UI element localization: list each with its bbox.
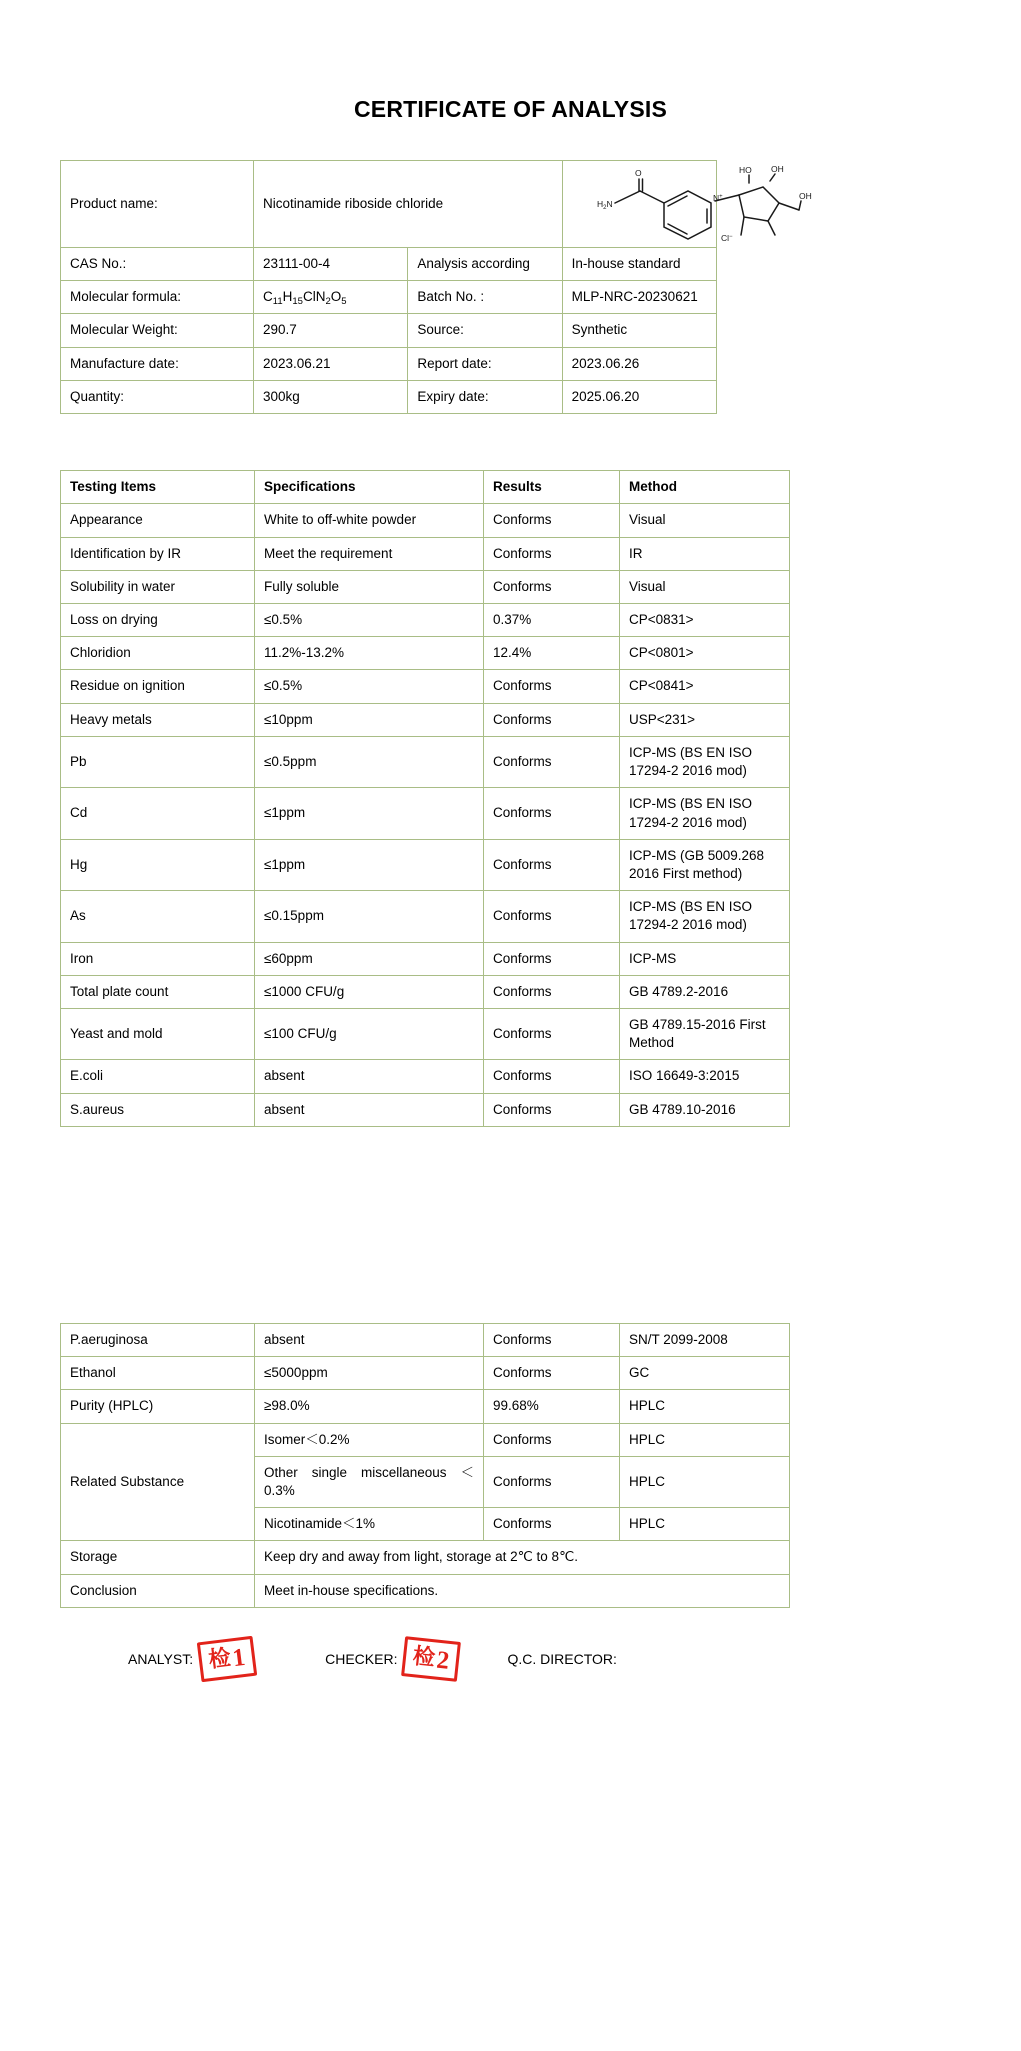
analysis-according-value: In-house standard [562,248,716,281]
table-row [61,788,790,839]
molecular-weight-value: 290.7 [254,314,408,347]
product-name-value: Nicotinamide riboside chloride [254,161,563,248]
table-row [61,839,790,890]
table-row [61,161,717,248]
test-result: 0.37% [484,603,620,636]
test-item: Loss on drying [61,603,255,636]
table-row [61,1323,790,1356]
test-spec: absent [255,1060,484,1093]
table-row [61,281,717,314]
test-item: Total plate count [61,975,255,1008]
label-chloride: Cl− [720,233,733,243]
test-result: Conforms [484,504,620,537]
conclusion-value: Meet in-house specifications. [255,1574,790,1607]
test-method: USP<231> [620,703,790,736]
checker-label: CHECKER: [325,1650,398,1667]
storage-value: Keep dry and away from light, storage at 2℃ to 8℃. [255,1541,790,1574]
table-header-row [61,471,790,504]
qc-director-label: Q.C. DIRECTOR: [507,1650,617,1667]
test-spec: ≤5000ppm [255,1357,484,1390]
test-spec: Fully soluble [255,570,484,603]
test-item: S.aureus [61,1093,255,1126]
test-result: Conforms [484,975,620,1008]
test-spec: Other single miscellaneous ＜ 0.3% [255,1456,484,1507]
test-item: Ethanol [61,1357,255,1390]
table-row [61,347,717,380]
header-results: Results [484,471,620,504]
quantity-label: Quantity: [61,380,254,413]
test-result: Conforms [484,1357,620,1390]
test-item: Heavy metals [61,703,255,736]
stamp-cn-char: 检 [412,1644,437,1672]
test-item: P.aeruginosa [61,1323,255,1356]
test-spec: ≤0.5% [255,603,484,636]
testing-items-table-continued [60,1323,790,1608]
test-spec: absent [255,1323,484,1356]
table-row [61,1009,790,1060]
test-method: HPLC [620,1456,790,1507]
test-spec: ≤60ppm [255,942,484,975]
table-row [61,1541,790,1574]
label-n-plus: N+ [712,193,723,203]
manufacture-date-label: Manufacture date: [61,347,254,380]
table-row [61,570,790,603]
nicotinamide-riboside-chloride-structure [563,161,835,247]
label-ho-top: HO [738,165,752,175]
header-testing-items: Testing Items [61,471,255,504]
test-result: Conforms [484,1323,620,1356]
test-spec: Isomer＜0.2% [255,1423,484,1456]
test-spec: ≤0.15ppm [255,891,484,942]
test-result: Conforms [484,1093,620,1126]
molecular-formula-label: Molecular formula: [61,281,254,314]
test-method: Visual [620,570,790,603]
label-oh-arm: OH [798,191,812,201]
stamp-number: 1 [231,1643,247,1672]
test-item: Purity (HPLC) [61,1390,255,1423]
page-title: CERTIFICATE OF ANALYSIS [354,96,667,122]
test-method: ICP-MS (BS EN ISO 17294-2 2016 mod) [620,891,790,942]
test-method: ICP-MS [620,942,790,975]
source-label: Source: [408,314,562,347]
test-result: Conforms [484,736,620,787]
analysis-according-label: Analysis according [408,248,562,281]
test-item: Iron [61,942,255,975]
test-result: Conforms [484,1423,620,1456]
stamp-inner [197,1636,257,1683]
test-spec: Meet the requirement [255,537,484,570]
table-row [61,637,790,670]
quantity-value: 300kg [254,380,408,413]
stamp-inner [402,1636,462,1682]
test-spec: ≤1ppm [255,839,484,890]
chemical-structure-cell [562,161,812,248]
expiry-date-label: Expiry date: [408,380,562,413]
signature-row [60,1628,961,1690]
test-spec: White to off-white powder [255,504,484,537]
test-spec: ≤100 CFU/g [255,1009,484,1060]
test-result: Conforms [484,1060,620,1093]
test-method: Visual [620,504,790,537]
table-row [61,1423,790,1456]
test-result: Conforms [484,942,620,975]
test-method: CP<0801> [620,637,790,670]
table-row [61,1060,790,1093]
test-method: GB 4789.15-2016 First Method [620,1009,790,1060]
test-item: Yeast and mold [61,1009,255,1060]
test-method: ICP-MS (BS EN ISO 17294-2 2016 mod) [620,736,790,787]
molecular-weight-label: Molecular Weight: [61,314,254,347]
test-spec: ≥98.0% [255,1390,484,1423]
test-result: Conforms [484,1009,620,1060]
manufacture-date-value: 2023.06.21 [254,347,408,380]
test-method: CP<0841> [620,670,790,703]
table-row [61,314,717,347]
table-row [61,1093,790,1126]
analyst-stamp-icon [197,1636,257,1683]
cas-no-value: 23111-00-4 [254,248,408,281]
director-group [507,1651,616,1667]
molecular-formula-value: $C_{11}H_{15}ClN_2O_5$ [254,281,408,314]
table-row [61,703,790,736]
test-method: ICP-MS (BS EN ISO 17294-2 2016 mod) [620,788,790,839]
test-method: ICP-MS (GB 5009.268 2016 First method) [620,839,790,890]
test-spec: Nicotinamide＜1% [255,1508,484,1541]
storage-label: Storage [61,1541,255,1574]
table-row [61,380,717,413]
test-result: 99.68% [484,1390,620,1423]
test-item: Chloridion [61,637,255,670]
test-result: Conforms [484,537,620,570]
stamp-number: 2 [435,1646,452,1675]
test-item: Appearance [61,504,255,537]
table-row [61,1390,790,1423]
related-substance-label: Related Substance [61,1423,255,1541]
test-method: GB 4789.2-2016 [620,975,790,1008]
test-result: Conforms [484,839,620,890]
analyst-label: ANALYST: [128,1650,194,1667]
test-result: Conforms [484,788,620,839]
test-result: Conforms [484,1456,620,1507]
label-carbonyl-o: O [634,168,642,178]
table-row [61,1574,790,1607]
checker-group [325,1639,459,1679]
table-row [61,736,790,787]
test-spec: ≤1000 CFU/g [255,975,484,1008]
table-row [61,975,790,1008]
test-result: 12.4% [484,637,620,670]
test-item: As [61,891,255,942]
source-value: Synthetic [562,314,716,347]
test-method: GB 4789.10-2016 [620,1093,790,1126]
testing-items-table [60,470,790,1127]
test-method: HPLC [620,1423,790,1456]
expiry-date-value: 2025.06.20 [562,380,716,413]
test-result: Conforms [484,670,620,703]
test-item: E.coli [61,1060,255,1093]
label-h2n: $H_2N$ [596,199,613,211]
test-spec: ≤10ppm [255,703,484,736]
test-spec: 11.2%-13.2% [255,637,484,670]
header-specifications: Specifications [255,471,484,504]
checker-stamp-icon [402,1636,462,1682]
table-row [61,942,790,975]
test-item: Hg [61,839,255,890]
test-item: Solubility in water [61,570,255,603]
test-method: ISO 16649-3:2015 [620,1060,790,1093]
cas-no-label: CAS No.: [61,248,254,281]
test-method: HPLC [620,1508,790,1541]
report-date-value: 2023.06.26 [562,347,716,380]
stamp-cn-char: 检 [207,1645,233,1674]
test-spec: ≤0.5% [255,670,484,703]
test-result: Conforms [484,703,620,736]
test-method: GC [620,1357,790,1390]
test-item: Residue on ignition [61,670,255,703]
batch-no-value: MLP-NRC-20230621 [562,281,716,314]
table-row [61,504,790,537]
test-item: Cd [61,788,255,839]
product-name-label: Product name: [61,161,254,248]
test-method: SN/T 2099-2008 [620,1323,790,1356]
table-row [61,670,790,703]
label-oh-top: OH [770,164,784,174]
test-spec: ≤1ppm [255,788,484,839]
table-row [61,891,790,942]
test-item: Identification by IR [61,537,255,570]
test-item: Pb [61,736,255,787]
analyst-group [128,1639,255,1679]
test-spec: ≤0.5ppm [255,736,484,787]
table-row [61,537,790,570]
test-method: IR [620,537,790,570]
batch-no-label: Batch No. : [408,281,562,314]
test-spec: absent [255,1093,484,1126]
header-method: Method [620,471,790,504]
product-info-table [60,160,812,414]
table-row [61,603,790,636]
test-result: Conforms [484,891,620,942]
test-result: Conforms [484,1508,620,1541]
test-method: HPLC [620,1390,790,1423]
conclusion-label: Conclusion [61,1574,255,1607]
test-method: CP<0831> [620,603,790,636]
table-row [61,248,717,281]
report-date-label: Report date: [408,347,562,380]
test-result: Conforms [484,570,620,603]
table-row [61,1357,790,1390]
